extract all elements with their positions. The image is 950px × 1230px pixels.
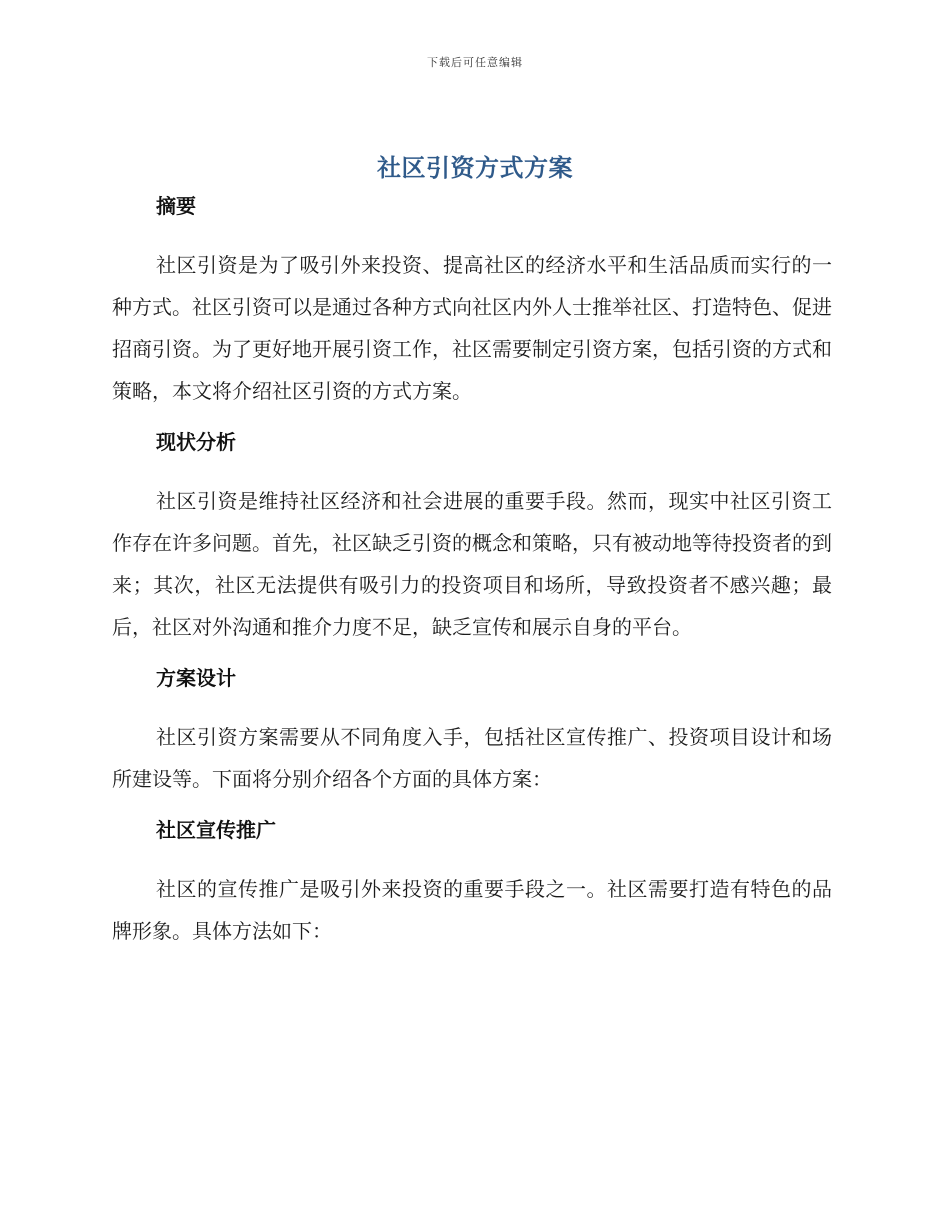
- header-note: 下载后可任意编辑: [427, 56, 523, 69]
- section-heading-plan-design: 方案设计: [156, 666, 236, 690]
- section-heading-abstract: 摘要: [156, 194, 196, 218]
- document-body: [112, 190, 832, 952]
- section-paragraph-community-promotion: 社区的宣传推广是吸引外来投资的重要手段之一。社区需要打造有特色的品牌形象。具体方法如下：: [112, 877, 832, 943]
- section-paragraph-abstract: 社区引资是为了吸引外来投资、提高社区的经济水平和生活品质而实行的一种方式。社区引资可以是通过各种方式向社区内外人士推举社区、打造特色、促进招商引资。为了更好地开展引资工作，社区需要制定引资方案，包括引资的方式和策略，本文将介绍社区引资的方式方案。: [112, 253, 832, 403]
- section-paragraph-plan-design: 社区引资方案需要从不同角度入手，包括社区宣传推广、投资项目设计和场所建设等。下面将分别介绍各个方面的具体方案：: [112, 725, 832, 791]
- section-heading-status-analysis: 现状分析: [156, 430, 236, 454]
- section-heading-community-promotion: 社区宣传推广: [156, 818, 276, 842]
- section-paragraph-status-analysis: 社区引资是维持社区经济和社会进展的重要手段。然而，现实中社区引资工作存在许多问题。首先，社区缺乏引资的概念和策略，只有被动地等待投资者的到来；其次，社区无法提供有吸引力的投资项目和场所，导致投资者不感兴趣；最后，社区对外沟通和推介力度不足，缺乏宣传和展示自身的平台。: [112, 489, 832, 639]
- document-title: 社区引资方式方案: [377, 154, 573, 182]
